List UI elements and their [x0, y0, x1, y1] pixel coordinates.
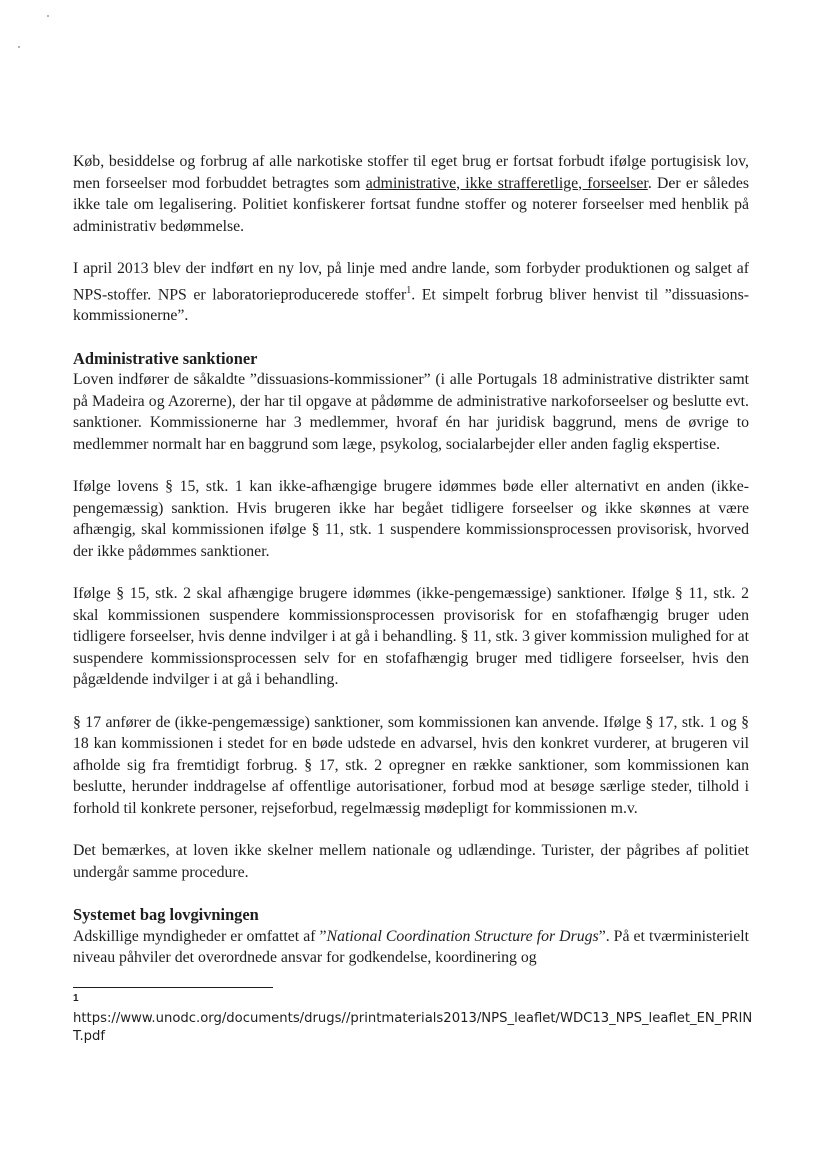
- section-heading-system: Systemet bag lovgivningen: [73, 905, 259, 925]
- document-body: [73, 151, 749, 969]
- paragraph-8: [73, 926, 749, 969]
- footnote-reference: 1: [406, 284, 412, 296]
- footnote-divider: [73, 987, 273, 988]
- paragraph-2: [73, 258, 749, 327]
- paragraph-2-text-b: . Et simpelt forbrug bliver henvist til ”dissuasions-kommissionerne”.: [73, 285, 749, 325]
- paragraph-4: Ifølge lovens § 15, stk. 1 kan ikke-afhængige brugere idømmes bøde eller alternativt en anden (ikke-pengemæssig) sanktion. Hvis brugeren ikke har begået tidligere forseelser og ikke skønnes at være afhængig, skal kommissionen ifølge § 11, stk. 1 suspendere kommissionsprocessen provisorisk, hvorved der ikke pådømmes sanktioner.: [73, 478, 749, 560]
- paragraph-7: Det bemærkes, at loven ikke skelner mellem nationale og udlændinge. Turister, der pågribes af politiet undergår samme procedure.: [73, 842, 749, 881]
- paragraph-2-text-a: I april 2013 blev der indført en ny lov, på linje med andre lande, som forbyder produktionen og salget af NPS-stoffer. NPS er laboratorieproducerede stoffer: [73, 260, 749, 303]
- paragraph-1: [73, 151, 749, 237]
- paragraph-1-text-a: Køb, besiddelse og forbrug af alle narkotiske stoffer til eget brug er fortsat forbudt ifølge portugisisk lov, men forseelser mod forbuddet betragtes som: [73, 153, 749, 192]
- paragraph-6: § 17 anfører de (ikke-pengemæssige) sanktioner, som kommissionen kan anvende. Ifølge § 17, stk. 1 og § 18 kan kommissionen i stedet for en bøde udstede en advarsel, hvis den konkret vurderer, at brugeren vil afholde sig fra fremtidigt forbrug. § 17, stk. 2 opregner en række sanktioner, som kommissionen kan beslutte, herunder inddragelse af offentlige autorisationer, forbud mod at besøge særlige steder, tilhold i forhold til konkrete personer, rejseforbud, regelmæssig mødepligt for kommissionen m.v.: [73, 713, 749, 817]
- paragraph-8-text-a: Adskillige myndigheder er omfattet af ”: [73, 927, 327, 945]
- scan-speck: [18, 46, 20, 48]
- italic-title: National Coordination Structure for Drugs: [326, 927, 599, 945]
- paragraph-3: Loven indfører de såkaldte ”dissuasions-kommissioner” (i alle Portugals 18 administrative distrikter samt på Madeira og Azorerne), der har til opgave at pådømme de administrative narkoforseelser og beslutte evt. sanktioner. Kommissionerne har 3 medlemmer, hvoraf én har juridisk baggrund, mens de øvrige to medlemmer normalt har en baggrund som læge, psykolog, socialarbejder eller anden faglig ekspertise.: [73, 371, 749, 453]
- paragraph-1-text-b: . Der er således ikke tale om legalisering. Politiet konfiskerer fortsat fundne stoffer og noterer forseelser med henblik på administrativ bedømmelse.: [73, 174, 750, 235]
- section-heading-administrative: Administrative sanktioner: [73, 348, 258, 368]
- paragraph-5: Ifølge § 15, stk. 2 skal afhængige brugere idømmes (ikke-pengemæssige) sanktioner. Ifølge § 11, stk. 2 skal kommissionen suspendere kommissionsprocessen provisorisk for en stofafhængig bruger uden tidligere forseelser, hvis denne indvilger i at gå i behandling. § 11, stk. 3 giver kommission mulighed for at suspendere kommissionsprocessen selv for en stofafhængig bruger med tidligere forseelser, hvis den pågældende indvilger i at gå i behandling.: [73, 585, 749, 689]
- paragraph-8-text-b: ”. På et tværministerielt niveau påhviler det overordnede ansvar for godkendelse, koordinering og: [73, 927, 749, 967]
- underlined-phrase: administrative, ikke strafferetlige, forseelser: [365, 174, 648, 192]
- scan-speck: [47, 15, 49, 17]
- footnote-url: https://www.unodc.org/documents/drugs//printmaterials2013/NPS_leaflet/WDC13_NPS_leaflet_EN_PRINT.pdf: [73, 1011, 753, 1044]
- footnote-number: 1: [73, 993, 79, 1004]
